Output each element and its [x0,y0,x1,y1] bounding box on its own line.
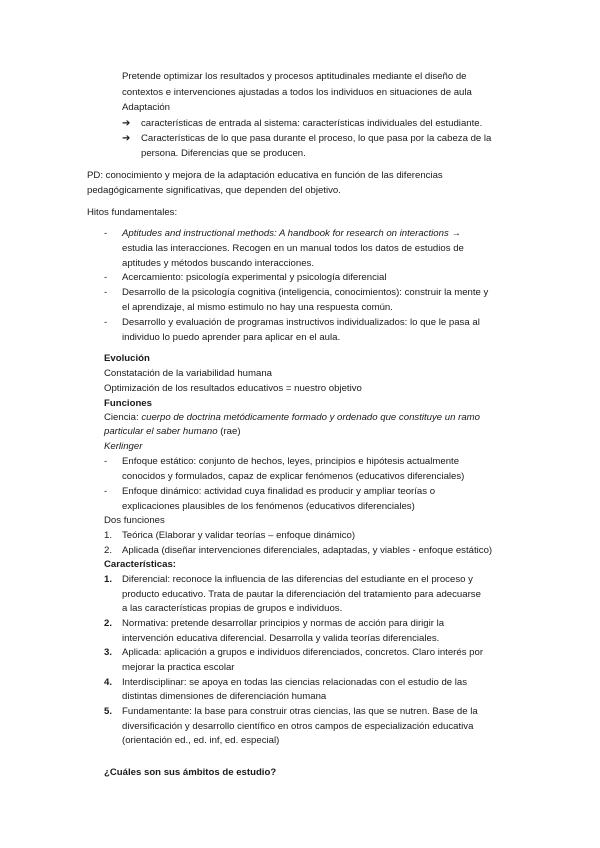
caract-4-line-2: distintas dimensiones de diferenciación humana [122,691,327,702]
evolucion-line-1: Constatación de la variabilidad humana [104,368,272,379]
arrow-item-2-line-2: persona. Diferencias que se producen. [141,148,306,159]
enfoque-2-line-2: explicaciones plausibles de los fenómenos (educativos diferenciales) [122,501,415,512]
hitos-item-1-line-3: aptitudes y métodos buscando interacciones. [122,258,314,269]
caract-2-line-2: intervención educativa diferencial. Desarrolla y valida teorías diferenciales. [122,633,440,644]
ciencia-line-2: particular el saber humano (rae) [104,426,241,437]
list-number: 1. [104,574,113,585]
hitos-item-4-line-1: Desarrollo y evaluación de programas instructivos individualizados: lo que le pasa al [122,317,480,328]
caract-3-line-2: mejorar la practica escolar [122,662,235,673]
hitos-item-4-line-2: individuo lo puedo aprender para aplicar en el aula. [122,332,341,343]
caracteristicas-heading: Características: [104,559,176,570]
caract-5-line-2: diversificación y desarrollo científico en otros campos de especialización educativa [122,721,474,732]
intro-line-1: Pretende optimizar los resultados y procesos aptitudinales mediante el diseño de [122,71,467,82]
funcion-teorica: Teórica (Elaborar y validar teorías – enfoque dinámico) [122,530,356,541]
pd-line-2: pedagógicamente significativas, que dependen del objetivo. [87,185,341,196]
hitos-item-1-line-2: estudia las interacciones. Recogen en un manual todos los datos de estudios de [122,243,464,254]
enfoque-2-line-1: Enfoque dinámico: actividad cuya finalidad es producir y ampliar teorías o [122,486,436,497]
hitos-item-2: Acercamiento: psicología experimental y psicología diferencial [122,272,387,283]
intro-line-3: Adaptación [122,102,171,113]
evolucion-line-2: Optimización de los resultados educativos = nuestro objetivo [104,383,362,394]
bullet-dash: - [104,228,108,239]
caract-5-line-1: Fundamentante: la base para construir otras ciencias, las que se nutren. Base de la [122,706,478,717]
caract-1-line-3: a las características propias de grupos e individuos. [122,603,343,614]
evolucion-heading: Evolución [104,353,150,364]
pd-line-1: PD: conocimiento y mejora de la adaptación educativa en función de las diferencias [87,170,443,181]
hitos-item-1-line-1: Aptitudes and instructional methods: A handbook for research on interactions → [122,228,462,239]
arrow-right-icon: ➔ [122,118,131,129]
caract-1-line-1: Diferencial: reconoce la influencia de las diferencias del estudiante en el proceso y [122,574,473,585]
list-number: 2. [104,545,113,556]
bullet-dash: - [104,272,108,283]
bullet-dash: - [104,486,108,497]
author-kerlinger: Kerlinger [104,441,143,452]
question-heading: ¿Cuáles son sus ámbitos de estudio? [104,767,277,778]
enfoque-1-line-2: conocidos y formulados, capaz de explicar fenómenos (educativos diferenciales) [122,471,465,482]
funciones-heading: Funciones [104,398,152,409]
arrow-right-icon: ➔ [122,133,131,144]
list-number: 1. [104,530,113,541]
list-number: 4. [104,677,113,688]
arrow-item-1: características de entrada al sistema: características individuales del estudiante. [141,118,483,129]
caract-3-line-1: Aplicada: aplicación a grupos e individuos diferenciados, concretos. Claro interés por [122,647,484,658]
list-number: 2. [104,618,113,629]
hitos-item-3-line-1: Desarrollo de la psicología cognitiva (inteligencia, conocimientos): construir la mente y [122,287,489,298]
arrow-item-2-line-1: Características de lo que pasa durante el proceso, lo que pasa por la cabeza de la [141,133,492,144]
list-number: 3. [104,647,113,658]
caract-1-line-2: producto educativo. Trata de pautar la diferenciación del tratamiento para adecuarse [122,589,481,600]
enfoque-1-line-1: Enfoque estático: conjunto de hechos, leyes, principios e hipótesis actualmente [122,456,460,467]
caract-2-line-1: Normativa: pretende desarrollar principios y normas de acción para dirigir la [122,618,445,629]
dos-funciones-label: Dos funciones [104,515,165,526]
hitos-heading: Hitos fundamentales: [87,207,178,218]
bullet-dash: - [104,456,108,467]
ciencia-line-1: Ciencia: cuerpo de doctrina metódicamente formado y ordenado que constituye un ramo [104,412,480,423]
funcion-aplicada: Aplicada (diseñar intervenciones diferenciales, adaptadas, y viables - enfoque estático) [122,545,493,556]
caract-4-line-1: Interdisciplinar: se apoya en todas las ciencias relacionadas con el estudio de las [122,677,468,688]
hitos-item-3-line-2: el aprendizaje, al mismo estimulo no hay una respuesta común. [122,302,393,313]
caract-5-line-3: (orientación ed., ed. inf, ed. especial) [122,735,280,746]
intro-line-2: contextos e intervenciones ajustadas a todos los individuos en situaciones de aula [122,87,472,98]
bullet-dash: - [104,287,108,298]
bullet-dash: - [104,317,108,328]
list-number: 5. [104,706,113,717]
